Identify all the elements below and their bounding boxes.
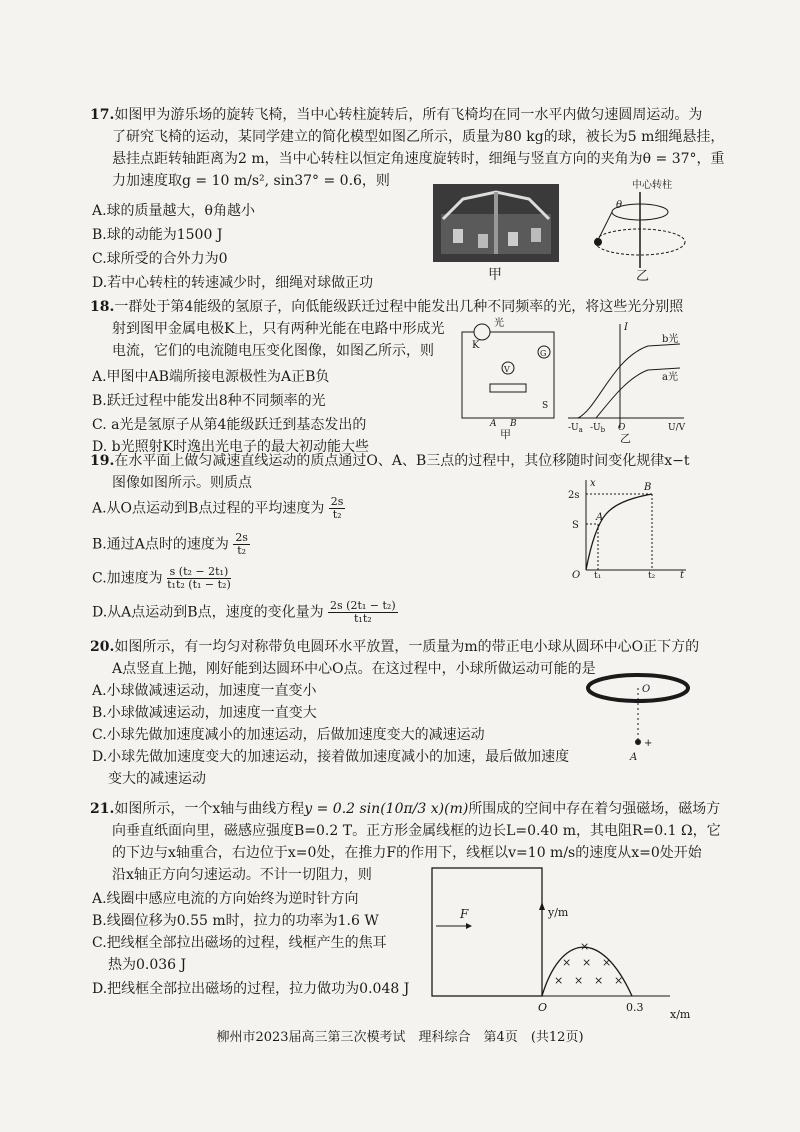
q17-number: 17.: [90, 107, 115, 123]
q19-option-d-text: D.从A点运动到B点，速度的变化量为: [92, 604, 324, 621]
q21-option-b: B.线圈位移为0.55 m时，拉力的功率为1.6 W: [92, 913, 379, 929]
q19-t-axis-label: t: [680, 570, 685, 581]
q18-k-label: K: [472, 340, 480, 351]
q19-2s-label: 2s: [568, 490, 580, 501]
q18-a-terminal: A: [490, 419, 497, 429]
q17-line-2: 了研究飞椅的运动，某同学建立的简化模型如图乙所示，质量为80 kg的球，被长为5 m细绳悬挂，: [112, 129, 725, 145]
q18-option-c: C. a光是氢原子从第4能级跃迁到基态发出的: [92, 417, 367, 433]
q21-x-axis-label: x/m: [670, 1008, 691, 1021]
q19-option-b-numerator: 2s: [235, 531, 248, 544]
q17-option-b: B.球的动能为1500 J: [92, 227, 223, 243]
q21-option-c-cont: 热为0.036 J: [108, 957, 187, 973]
q20-a-label: A: [630, 752, 638, 763]
q18-circuit-caption: 甲: [500, 428, 511, 441]
q20-plus-label: +: [644, 738, 653, 749]
q19-option-d: [92, 600, 398, 625]
svg-text:×: ×: [580, 940, 590, 953]
q17-fig-right-caption: 乙: [636, 269, 650, 284]
q18-ub-label: $-U_b$: [590, 423, 606, 434]
q20-option-b: B.小球做减速运动，加速度一直变大: [92, 705, 317, 721]
page-footer: 柳州市2023届高三第三次模考试 理科综合 第4页 (共12页): [216, 1030, 584, 1045]
q17-model-diagram: [590, 178, 700, 284]
q19-s-label: S: [572, 520, 579, 531]
q21-origin-label: O: [538, 1001, 548, 1014]
svg-text:×: ×: [602, 956, 612, 969]
q17-line-1: 如图甲为游乐场的旋转飞椅，当中心转柱旋转后，所有飞椅均在同一水平内做匀速圆周运动。为: [114, 107, 703, 123]
q18-iv-graph: [568, 318, 688, 445]
q21-y-axis-label: y/m: [548, 906, 569, 919]
q19-number: 19.: [90, 453, 115, 469]
q19-option-b-text: B.通过A点时的速度为: [92, 536, 229, 553]
q17-option-a: A.球的质量越大，θ角越小: [92, 203, 255, 219]
q17-pillar-label: 中心转柱: [632, 180, 672, 191]
svg-text:×: ×: [562, 956, 572, 969]
q19-option-a-denominator: t₂: [332, 508, 342, 521]
q21-line-1-pre: 如图所示，一个x轴与曲线方程: [114, 801, 305, 817]
q20-line-1: 如图所示，有一均匀对称带负电圆环水平放置，一质量为m的带正电小球从圆环中心O正下方的: [114, 639, 700, 655]
q18-u-axis-label: U/V: [668, 423, 686, 433]
q18-i-axis-label: I: [624, 322, 628, 333]
q18-galvanometer-label: G: [540, 349, 547, 358]
q20-option-a: A.小球做减速运动，加速度一直变小: [92, 683, 317, 699]
svg-text:×: ×: [554, 974, 564, 987]
q19-option-a-numerator: 2s: [330, 495, 344, 508]
svg-text:×: ×: [582, 956, 592, 969]
q19-xt-graph: [566, 478, 696, 581]
q19-x-axis-label: x: [590, 478, 596, 489]
q21-equation: y = 0.2 sin(10π/3 x)(m): [304, 801, 469, 817]
q19-option-c-denominator: t₁t₂ (t₁ − t₂): [167, 578, 231, 591]
q17-option-c: C.球所受的合外力为0: [92, 251, 228, 267]
q19-option-c: [92, 566, 231, 591]
q21-line-2: 向垂直纸面向里，磁感应强度B=0.2 T。正方形金属线框的边长L=0.40 m，其电阻R=0.1 Ω，它: [112, 823, 721, 839]
q19-b-point-label: B: [644, 482, 652, 493]
q21-line-3: 的下边与x轴重合，右边位于x=0处，在推力F的作用下，线框以v=10 m/s的速度从x=0处开始: [112, 845, 702, 861]
q17-line-3: 悬挂点距转轴距离为2 m，当中心转柱以恒定角速度旋转时，细绳与竖直方向的夹角为θ = 37°，重: [112, 151, 725, 167]
q18-circuit-diagram: [454, 318, 564, 440]
q18-voltmeter-label: V: [504, 365, 510, 374]
svg-text:×: ×: [574, 974, 584, 987]
q19-option-c-text: C.加速度为: [92, 570, 163, 587]
q18-ua-label: $-U_a$: [568, 423, 583, 434]
q20-option-d-cont: 变大的减速运动: [108, 771, 206, 787]
q20-option-d: D.小球先做加速度变大的加速运动，接着做加速度减小的加速，最后做加速度: [92, 749, 570, 765]
q21-number: 21.: [90, 801, 115, 817]
q21-line-1-post: 所围成的空间中存在着匀强磁场，磁场方: [468, 801, 721, 817]
q21-option-c: C.把线框全部拉出磁场的过程，线框产生的焦耳: [92, 935, 387, 951]
q18-b-light-label: b光: [662, 334, 679, 345]
q18-switch-label: S: [542, 401, 549, 411]
q18-a-light-label: a光: [662, 372, 678, 383]
q18-graph-caption: 乙: [620, 432, 631, 445]
q18-light-label: 光: [494, 318, 504, 329]
q21-line-4: 沿x轴正方向匀速运动。不计一切阻力，则: [112, 867, 372, 883]
q17-option-d: D.若中心转柱的转速减少时，细绳对球做正功: [92, 275, 374, 291]
q19-option-b-denominator: t₂: [237, 544, 247, 557]
q21-option-a: A.线圈中感应电流的方向始终为逆时针方向: [92, 891, 359, 907]
q20-number: 20.: [90, 639, 115, 655]
q18-number: 18.: [90, 299, 115, 315]
q18-origin-label: O: [618, 423, 626, 433]
q18-line-3: 电流，它们的电流随电压变化图像，如图乙所示，则: [112, 343, 434, 359]
q20-ball: [635, 739, 641, 745]
q21-square-frame: [432, 868, 542, 996]
q18-option-d: D. b光照射K时逸出光电子的最大初动能大些: [92, 439, 370, 455]
q19-option-a-text: A.从O点运动到B点过程的平均速度为: [92, 500, 325, 517]
q19-origin-label: O: [572, 570, 581, 581]
q19-line-2: 图像如图所示。则质点: [112, 475, 252, 491]
q19-option-a: [92, 496, 345, 521]
q19-t2-label: t₂: [648, 571, 656, 581]
q20-o-label: O: [642, 684, 651, 695]
q19-line-1: 在水平面上做匀减速直线运动的质点通过O、A、B三点的过程中，其位移随时间变化规律x−t: [114, 453, 690, 469]
svg-text:×: ×: [594, 974, 604, 987]
q21-force-label: F: [460, 907, 469, 921]
q18-line-2: 射到图甲金属电极K上，只有两种光能在电路中形成光: [112, 321, 445, 337]
q17-line-4: 力加速度取g = 10 m/s², sin37° = 0.6，则: [112, 173, 390, 189]
q19-option-c-numerator: s (t₂ − 2t₁): [167, 566, 231, 579]
q19-option-b: [92, 532, 250, 557]
q19-option-d-denominator: t₁t₂: [353, 612, 372, 625]
q21-sine-curve: [542, 947, 632, 996]
q20-ring-diagram: [584, 672, 694, 764]
q18-option-a: A.甲图中AB端所接电源极性为A正B负: [92, 369, 330, 385]
q18-line-1: 一群处于第4能级的氢原子，向低能级跃迁过程中能发出几种不同频率的光，将这些光分别照: [114, 299, 684, 315]
q18-b-terminal: B: [510, 419, 517, 429]
svg-text:×: ×: [614, 974, 624, 987]
q20-line-2: A点竖直上抛，刚好能到达圆环中心O点。在这过程中，小球所做运动可能的是: [112, 661, 596, 677]
q21-field-diagram: [430, 866, 710, 1026]
q21-x03-label: 0.3: [626, 1001, 644, 1014]
q17-fig-left-caption: 甲: [488, 267, 502, 283]
q19-option-d-numerator: 2s (2t₁ − t₂): [330, 599, 396, 612]
q20-option-c: C.小球先做加速度减小的加速运动，后做加速度变大的减速运动: [92, 727, 485, 743]
q21-option-d: D.把线框全部拉出磁场的过程，拉力做功为0.048 J: [92, 981, 410, 997]
q19-a-point-label: A: [596, 512, 604, 523]
q19-t1-label: t₁: [594, 571, 602, 581]
q17-theta-label: θ: [616, 200, 623, 211]
q18-option-b: B.跃迁过程中能发出8种不同频率的光: [92, 393, 326, 409]
ride-photo: [433, 184, 559, 262]
